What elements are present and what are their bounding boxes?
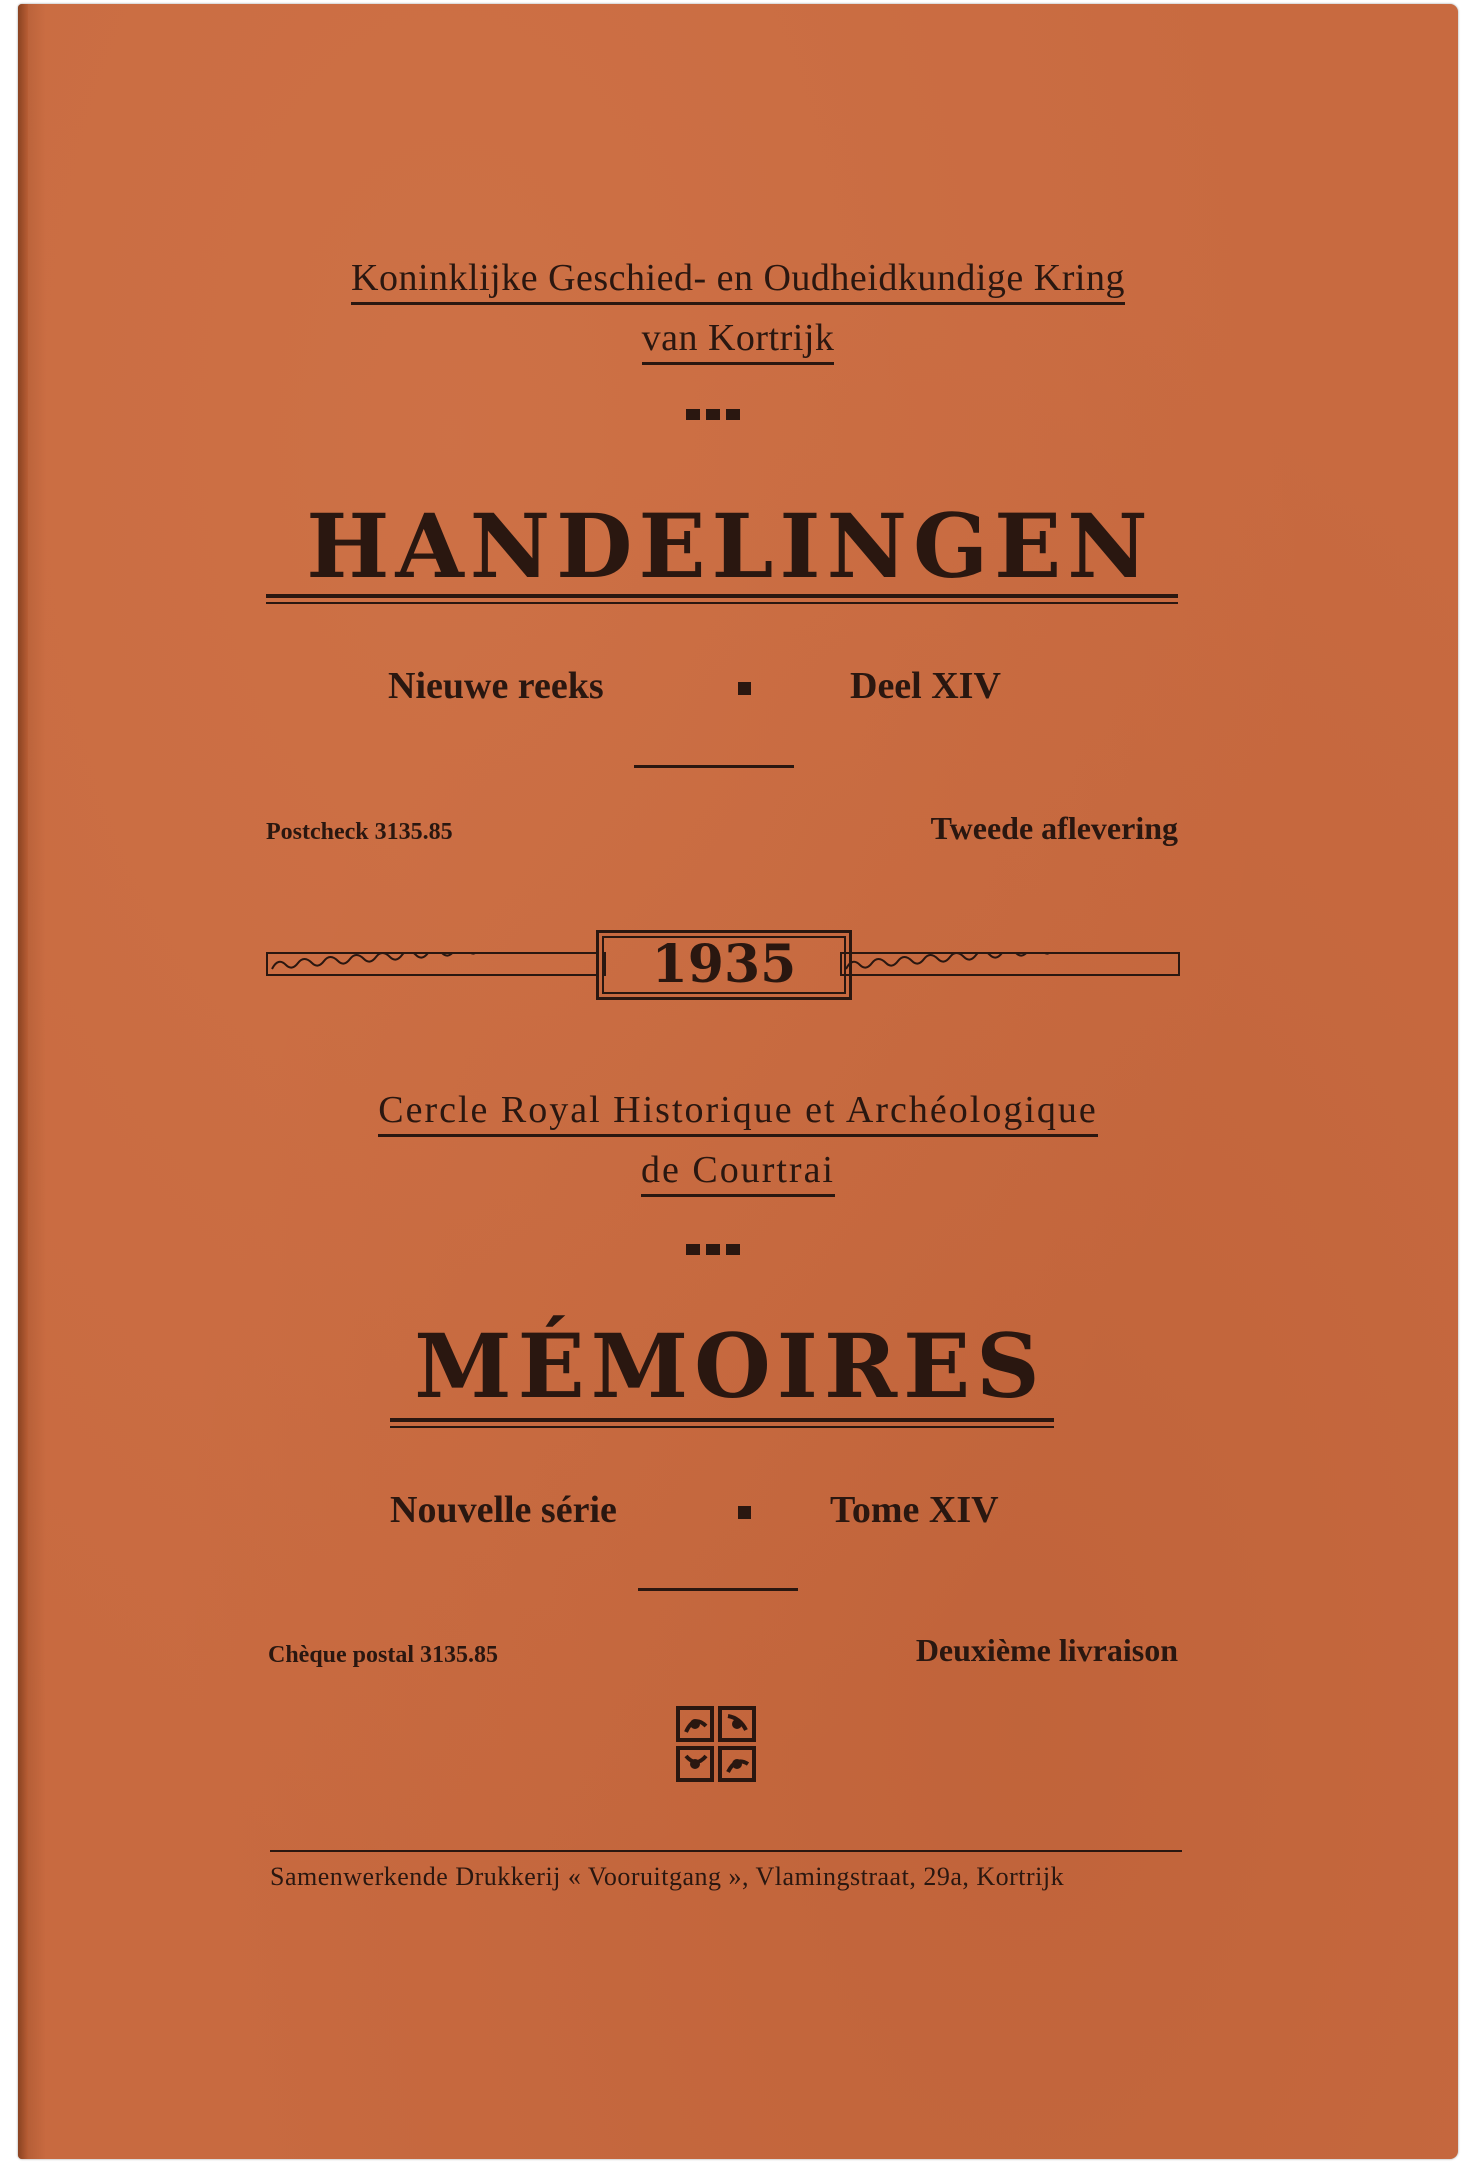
nl-postal: Postcheck 3135.85: [266, 819, 453, 845]
nl-delivery: Tweede aflevering: [930, 810, 1178, 846]
fr-postal: Chèque postal 3135.85: [268, 1642, 499, 1668]
nl-society-line2-wrap: [18, 316, 1458, 365]
nl-society-line1: Koninklijke Geschied- en Oudheidkundige Kring: [351, 256, 1125, 305]
ornament-square: [686, 1244, 700, 1255]
fr-society-line1-wrap: [18, 1088, 1458, 1137]
nl-society-line2: van Kortrijk: [642, 316, 835, 365]
nl-society-line1-wrap: [18, 256, 1458, 305]
printer-imprint: Samenwerkende Drukkerij « Vooruitgang », Vlamingstraat, 29a, Kortrijk: [270, 1862, 1065, 1891]
book-cover: [18, 4, 1458, 2159]
title-memoires: MÉMOIRES: [414, 1314, 1046, 1418]
ornament-dots-top: [686, 409, 740, 420]
title-rule-fr: [390, 1418, 1054, 1428]
title-handelingen: HANDELINGEN: [306, 494, 1154, 598]
separator-square-fr: [738, 1506, 751, 1519]
short-rule-nl: [634, 765, 794, 768]
nl-series-left: Nieuwe reeks: [388, 665, 604, 707]
fr-society-line2-wrap: [18, 1148, 1458, 1197]
fr-series-right: Tome XIV: [830, 1489, 999, 1531]
ornament-dots-middle: [686, 1244, 740, 1255]
ornament-square: [726, 1244, 740, 1255]
year: 1935: [596, 930, 852, 1000]
short-rule-fr: [638, 1588, 798, 1591]
meander-border-left: [266, 952, 606, 976]
fr-society-line2: de Courtrai: [641, 1148, 835, 1197]
footer-rule: [270, 1850, 1182, 1852]
ornament-square: [706, 1244, 720, 1255]
title-rule-nl: [266, 594, 1178, 604]
fr-society-line1: Cercle Royal Historique et Archéologique: [378, 1088, 1098, 1137]
nl-series-right: Deel XIV: [850, 665, 1001, 707]
separator-square-nl: [738, 682, 751, 695]
fr-delivery: Deuxième livraison: [915, 1632, 1178, 1668]
ornament-square: [726, 409, 740, 420]
floral-ornament: [674, 1704, 758, 1784]
fr-series-left: Nouvelle série: [390, 1489, 617, 1531]
meander-border-right: [840, 952, 1180, 976]
ornament-square: [706, 409, 720, 420]
ornament-square: [686, 409, 700, 420]
